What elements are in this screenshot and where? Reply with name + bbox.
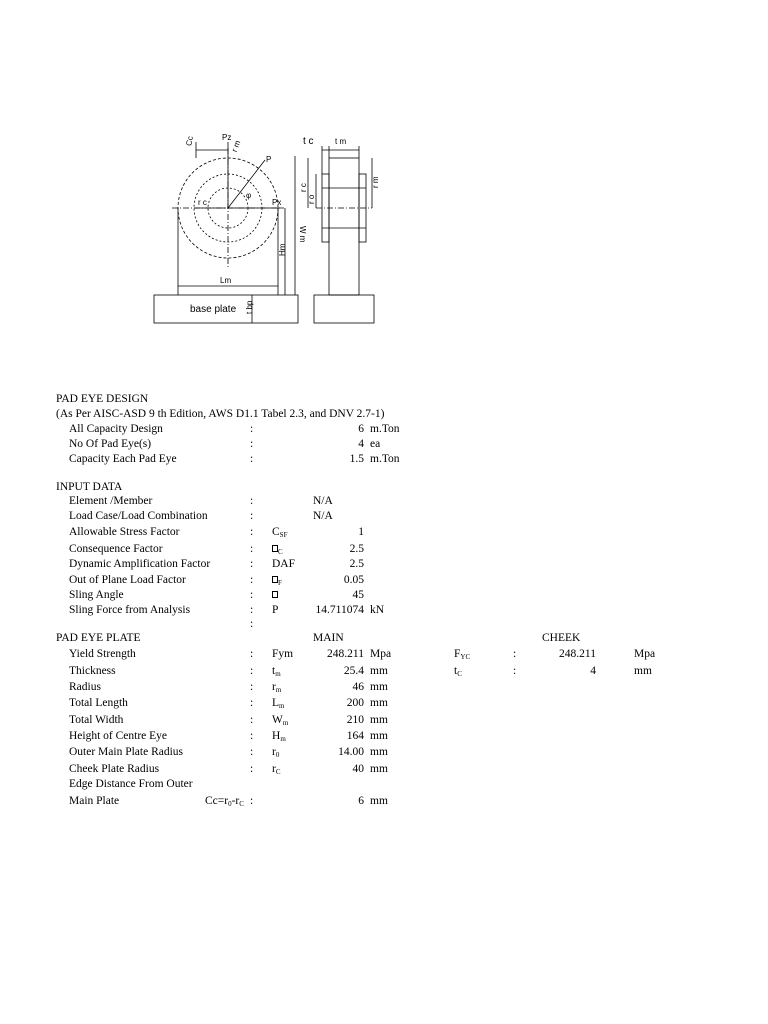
- input-row-label: Dynamic Amplification Factor: [69, 558, 211, 570]
- label-pz: Pz: [222, 133, 232, 142]
- input-row-label: Sling Force from Analysis: [69, 604, 191, 616]
- cheek-row-colon: :: [513, 648, 517, 660]
- design-row-unit: m.Ton: [370, 423, 400, 435]
- base-plate-side: [314, 295, 374, 323]
- pad-eye-drawing: [150, 128, 382, 328]
- plate-row-label: Yield Strength: [69, 648, 136, 660]
- input-row-colon: :: [250, 604, 254, 616]
- label-tc: t c: [303, 136, 314, 147]
- plate-row-label: Total Length: [69, 697, 128, 709]
- edge-unit: mm: [370, 795, 388, 807]
- plate-row-unit: mm: [370, 730, 388, 742]
- plate-row-unit: mm: [370, 763, 388, 775]
- plate-row-label: Outer Main Plate Radius: [69, 746, 184, 758]
- input-row-value: 14.711074: [315, 604, 364, 616]
- input-row-unit: kN: [370, 604, 385, 616]
- cheek-row-colon: :: [513, 665, 517, 677]
- label-rm-side: r m: [371, 176, 380, 188]
- plate-row-value: 200: [346, 697, 364, 709]
- label-cc: Cc: [184, 135, 195, 147]
- input-row-colon: :: [250, 495, 254, 507]
- input-row-colon: :: [250, 526, 254, 538]
- design-row-label: Capacity Each Pad Eye: [69, 453, 177, 465]
- design-row-value: 4: [358, 438, 364, 450]
- design-row-label: All Capacity Design: [69, 423, 163, 435]
- design-row-value: 1.5: [349, 453, 364, 465]
- plate-row-value: 14.00: [338, 746, 364, 758]
- input-row-label: Out of Plane Load Factor: [69, 574, 186, 586]
- plate-row-unit: mm: [370, 746, 388, 758]
- plate-row-colon: :: [250, 681, 254, 693]
- plate-row-label: Cheek Plate Radius: [69, 763, 160, 775]
- input-row-label: Load Case/Load Combination: [69, 510, 208, 522]
- cheek-row-value: 4: [590, 665, 596, 677]
- input-row-value: 1: [358, 526, 364, 538]
- input-row-value: 0.05: [343, 574, 364, 586]
- plate-row-label: Thickness: [69, 665, 116, 677]
- plate-row-unit: mm: [370, 714, 388, 726]
- design-row-value: 6: [358, 423, 364, 435]
- plate-row-value: 248.211: [327, 648, 364, 660]
- input-row-label: Sling Angle: [69, 589, 124, 601]
- cheek-row-value: 248.211: [559, 648, 596, 660]
- plate-row-value: 46: [352, 681, 364, 693]
- input-row-colon: :: [250, 574, 254, 586]
- label-lm: Lm: [220, 276, 232, 285]
- input-title: INPUT DATA: [56, 481, 123, 493]
- cheek-row-symbol: $F_{YC}$: [454, 648, 471, 661]
- cheek-header: CHEEK: [542, 632, 581, 644]
- label-hm: Hm: [278, 243, 287, 256]
- label-theta: φ: [246, 191, 252, 200]
- plate-title: PAD EYE PLATE: [56, 632, 141, 644]
- input-row-label: Element /Member: [69, 495, 153, 507]
- plate-row-colon: :: [250, 746, 254, 758]
- plate-row-value: 25.4: [343, 665, 364, 677]
- label-tbp: t bp: [245, 300, 254, 314]
- main-plate-side: [329, 158, 359, 295]
- design-row-colon: :: [250, 438, 254, 450]
- plate-row-symbol: $r_C$: [272, 763, 281, 776]
- input-row-symbol: C: [272, 543, 283, 559]
- plate-row-colon: :: [250, 697, 254, 709]
- cheek-row-symbol: $t_C$: [454, 665, 462, 678]
- label-rc-side: r c: [299, 183, 308, 192]
- plate-row-colon: :: [250, 730, 254, 742]
- edge-formula: $Cc=r_0-r_C$: [205, 795, 244, 808]
- edge-label-1: Edge Distance From Outer: [69, 778, 193, 790]
- input-row-label: Consequence Factor: [69, 543, 163, 555]
- input-trailing-colon: :: [250, 618, 254, 630]
- plate-row-label: Height of Centre Eye: [69, 730, 168, 742]
- label-p: P: [266, 155, 272, 164]
- plate-row-symbol: $L_m$: [272, 697, 285, 710]
- edge-value: 6: [358, 795, 364, 807]
- plate-row-colon: :: [250, 665, 254, 677]
- plate-row-value: 40: [352, 763, 364, 775]
- plate-row-symbol: $r_m$: [272, 681, 282, 694]
- design-subtitle: (As Per AISC-ASD 9 th Edition, AWS D1.1 Tabel 2.3, and DNV 2.7-1): [56, 408, 385, 420]
- plate-row-symbol: $H_m$: [272, 730, 286, 743]
- plate-row-symbol: $t_m$: [272, 665, 281, 678]
- plate-row-value: 164: [346, 730, 364, 742]
- cheek-row-unit: mm: [634, 665, 652, 677]
- design-title: PAD EYE DESIGN: [56, 393, 149, 405]
- plate-row-colon: :: [250, 714, 254, 726]
- plate-row-symbol: $r_0$: [272, 746, 280, 759]
- edge-colon: :: [250, 795, 254, 807]
- cheek-row-unit: Mpa: [634, 648, 656, 660]
- input-row-colon: :: [250, 558, 254, 570]
- input-row-symbol: $C_{SF}$: [272, 526, 288, 539]
- plate-row-value: 210: [346, 714, 364, 726]
- plate-row-colon: :: [250, 763, 254, 775]
- input-row-label: Allowable Stress Factor: [69, 526, 180, 538]
- design-row-colon: :: [250, 423, 254, 435]
- input-row-symbol: F: [272, 574, 282, 590]
- plate-row-unit: Mpa: [370, 648, 392, 660]
- input-row-value: N/A: [313, 495, 333, 507]
- input-row-value: 2.5: [349, 558, 364, 570]
- plate-row-label: Radius: [69, 681, 101, 693]
- main-header: MAIN: [313, 632, 344, 644]
- plate-row-symbol: $W_m$: [272, 714, 289, 727]
- label-wm: W m: [298, 226, 307, 243]
- label-px: Px: [272, 198, 282, 207]
- input-row-colon: :: [250, 510, 254, 522]
- plate-row-unit: mm: [370, 697, 388, 709]
- plate-row-label: Total Width: [69, 714, 124, 726]
- label-tm: t m: [335, 137, 347, 146]
- edge-label-2: Main Plate: [69, 795, 120, 807]
- label-ro-side: r o: [307, 194, 316, 204]
- label-rc: r c: [198, 198, 207, 207]
- input-row-symbol: [272, 589, 278, 602]
- design-row-colon: :: [250, 453, 254, 465]
- label-rm-top: r m: [229, 139, 243, 154]
- design-row-unit: m.Ton: [370, 453, 400, 465]
- label-base-plate: base plate: [190, 304, 237, 315]
- input-row-symbol: P: [272, 604, 279, 616]
- input-row-colon: :: [250, 543, 254, 555]
- input-row-colon: :: [250, 589, 254, 601]
- input-row-value: N/A: [313, 510, 333, 522]
- input-row-value: 45: [352, 589, 364, 601]
- plate-row-colon: :: [250, 648, 254, 660]
- plate-row-unit: mm: [370, 665, 388, 677]
- plate-row-symbol: Fym: [272, 648, 294, 660]
- design-row-unit: ea: [370, 438, 381, 450]
- input-row-symbol: DAF: [272, 558, 296, 570]
- design-row-label: No Of Pad Eye(s): [69, 438, 152, 450]
- unknown-glyph-box: [272, 591, 278, 598]
- input-row-value: 2.5: [349, 543, 364, 555]
- plate-row-unit: mm: [370, 681, 388, 693]
